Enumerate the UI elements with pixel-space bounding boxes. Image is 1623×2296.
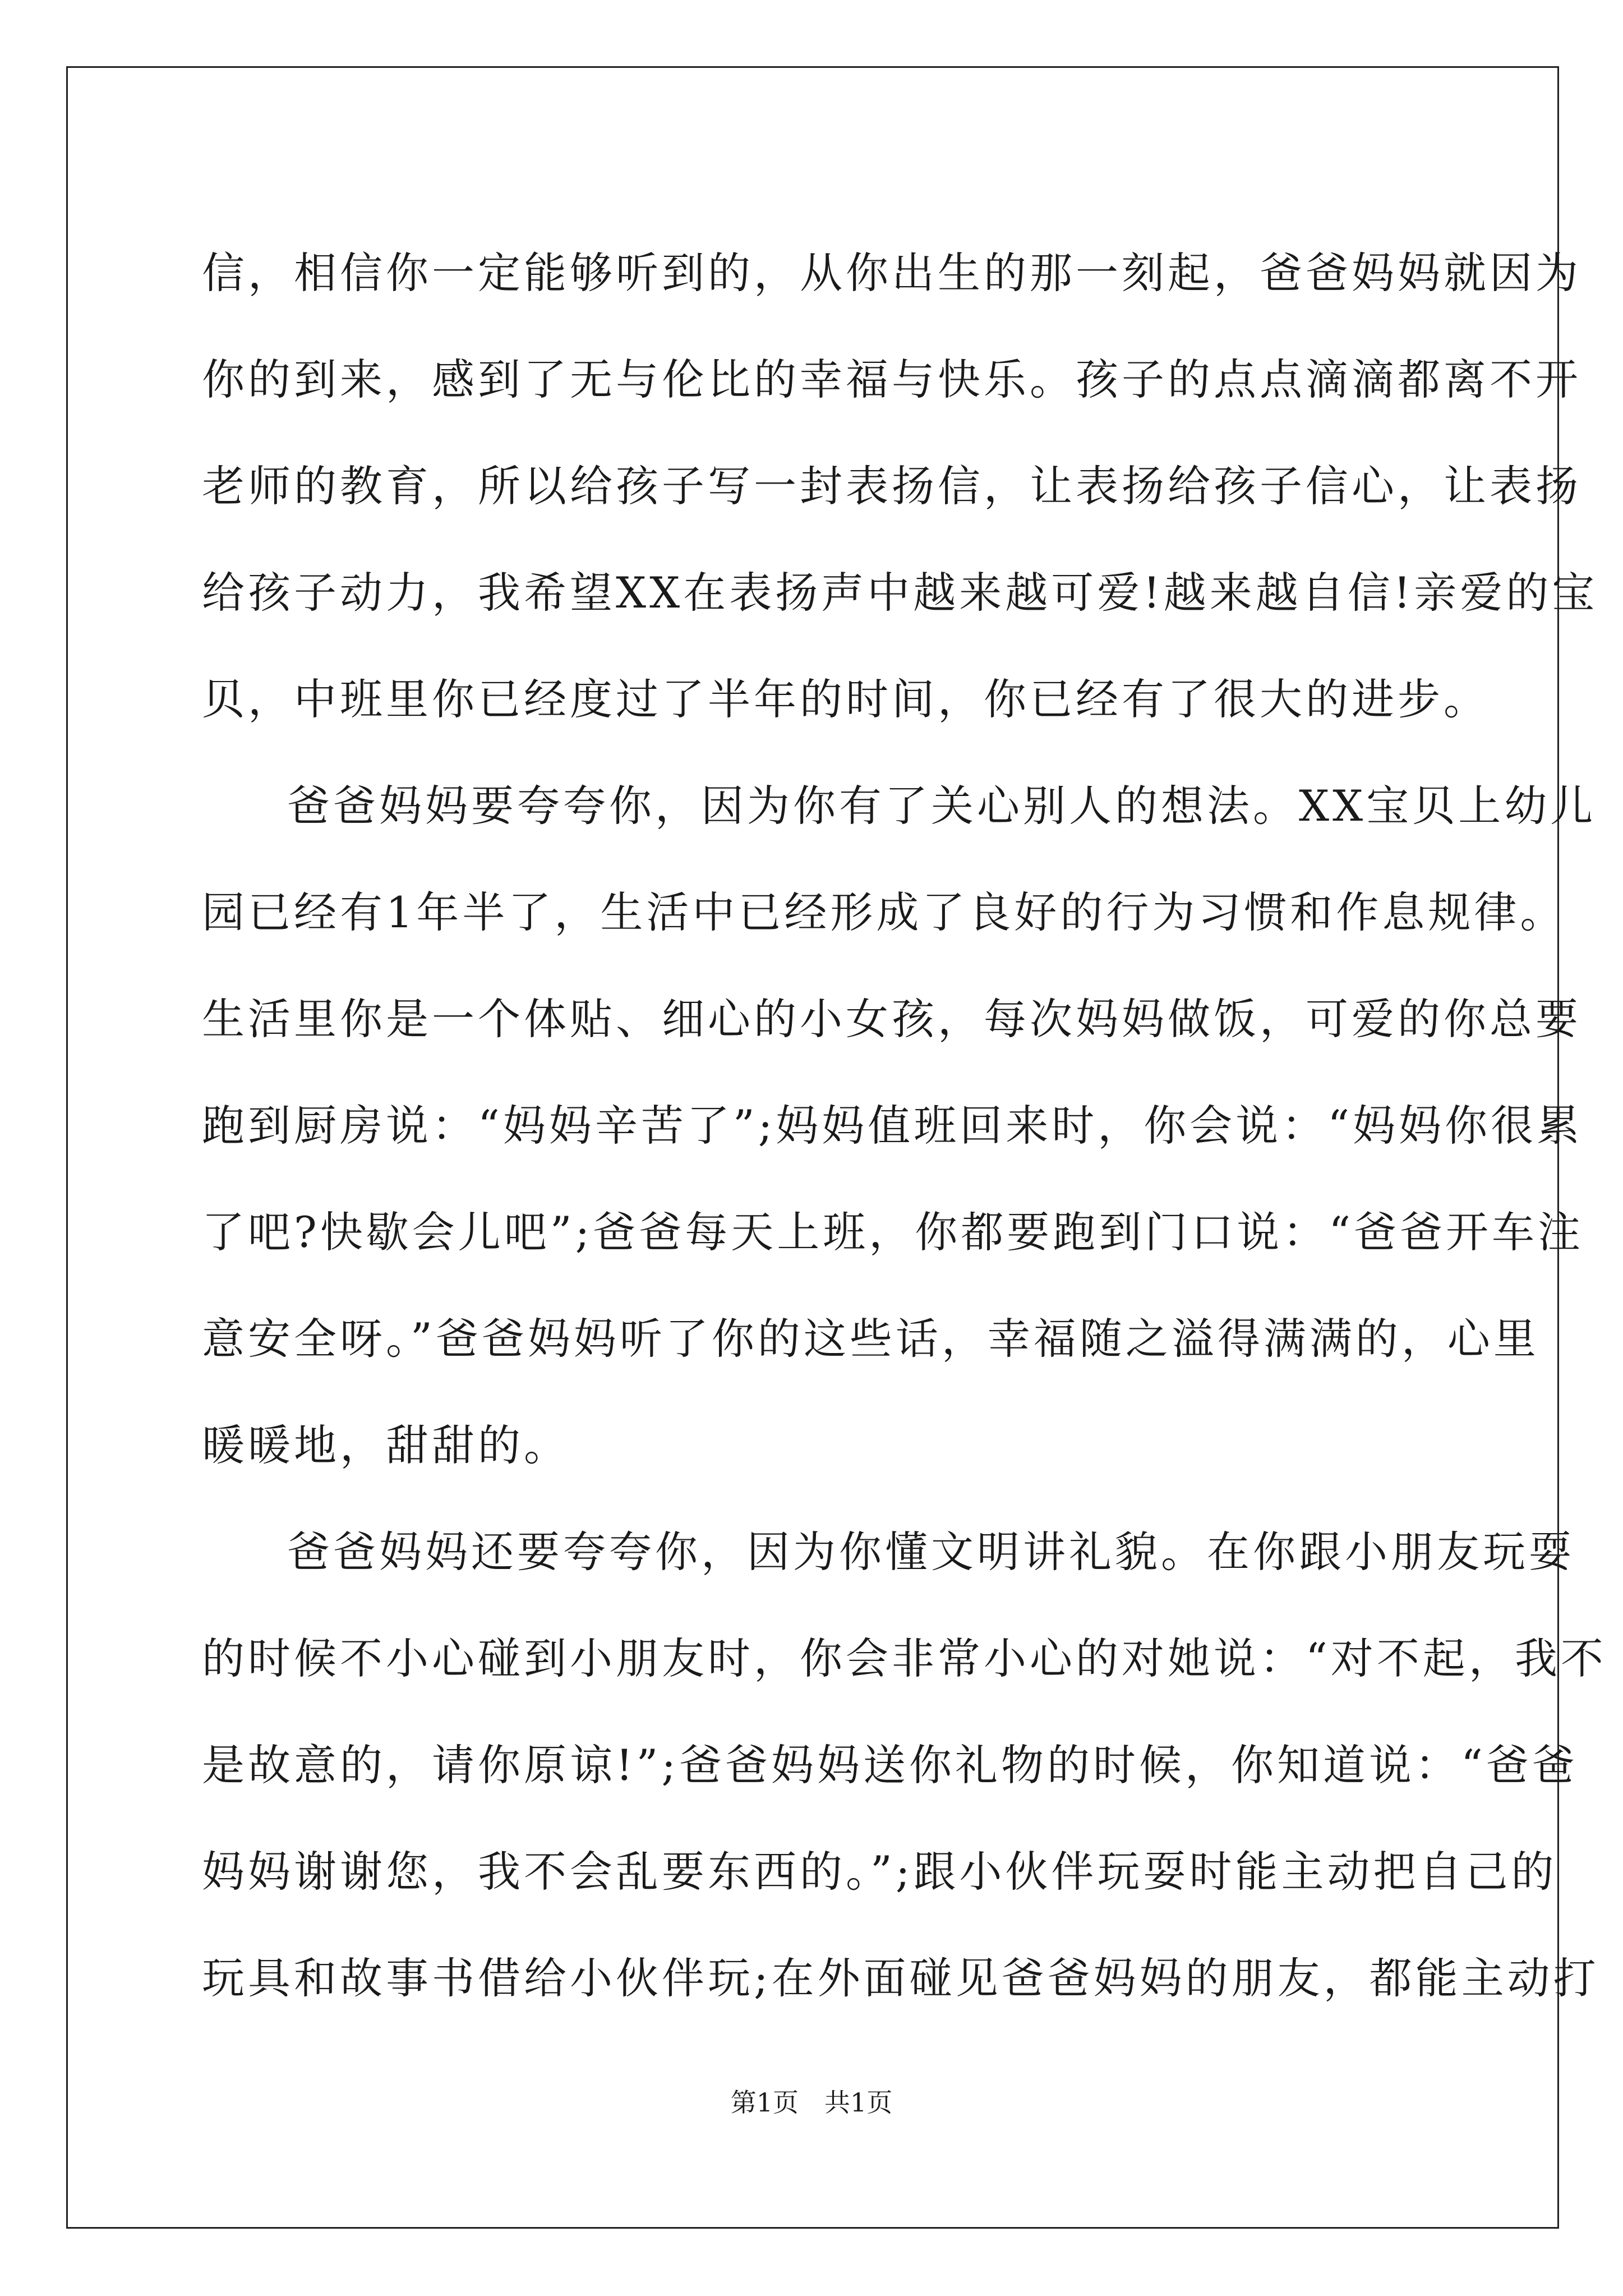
text-line: 园已经有1年半了，生活中已经形成了良好的行为习惯和作息规律。 (202, 887, 1566, 937)
text-line: 是故意的，请你原谅!”;爸爸妈妈送你礼物的时候，你知道说：“爸爸 (202, 1740, 1578, 1790)
page-footer: 第1页 共1页 (730, 2087, 893, 2118)
text-line: 暖暖地，甜甜的。 (202, 1420, 570, 1470)
text-line: 信，相信你一定能够听到的，从你出生的那一刻起，爸爸妈妈就因为 (202, 248, 1581, 298)
paragraph-3 (202, 1499, 1607, 2032)
text-line: 妈妈谢谢您，我不会乱要东西的。”;跟小伙伴玩耍时能主动把自己的 (202, 1847, 1557, 1897)
text-line: 你的到来，感到了无与伦比的幸福与快乐。孩子的点点滴滴都离不开 (202, 355, 1581, 404)
text-line: 意安全呀。”爸爸妈妈听了你的这些话，幸福随之溢得满满的，心里 (202, 1314, 1539, 1364)
text-line: 生活里你是一个体贴、细心的小女孩，每次妈妈做饭，可爱的你总要 (202, 994, 1581, 1044)
text-line: 爸爸妈妈要夸夸你，因为你有了关心别人的想法。XX宝贝上幼儿 (287, 781, 1597, 831)
text-line: 老师的教育，所以给孩子写一封表扬信，让表扬给孩子信心，让表扬 (202, 461, 1581, 511)
paragraph-1 (202, 220, 1598, 753)
text-line: 跑到厨房说：“妈妈辛苦了”;妈妈值班回来时，你会说：“妈妈你很累 (202, 1101, 1583, 1151)
text-line: 贝，中班里你已经度过了半年的时间，你已经有了很大的进步。 (202, 674, 1490, 724)
document-body (202, 220, 1607, 2032)
text-line: 玩具和故事书借给小伙伴玩;在外面碰见爸爸妈妈的朋友，都能主动打 (202, 1953, 1599, 2003)
text-line: 的时候不小心碰到小朋友时，你会非常小心的对她说：“对不起，我不 (202, 1634, 1607, 1683)
text-line: 给孩子动力，我希望XX在表扬声中越来越可爱!越来越自信!亲爱的宝 (202, 568, 1598, 618)
text-line: 爸爸妈妈还要夸夸你，因为你懂文明讲礼貌。在你跟小朋友玩耍 (287, 1527, 1575, 1577)
text-line: 了吧?快歇会儿吧”;爸爸每天上班，你都要跑到门口说：“爸爸开车注 (202, 1207, 1584, 1257)
paragraph-2 (202, 753, 1597, 1499)
